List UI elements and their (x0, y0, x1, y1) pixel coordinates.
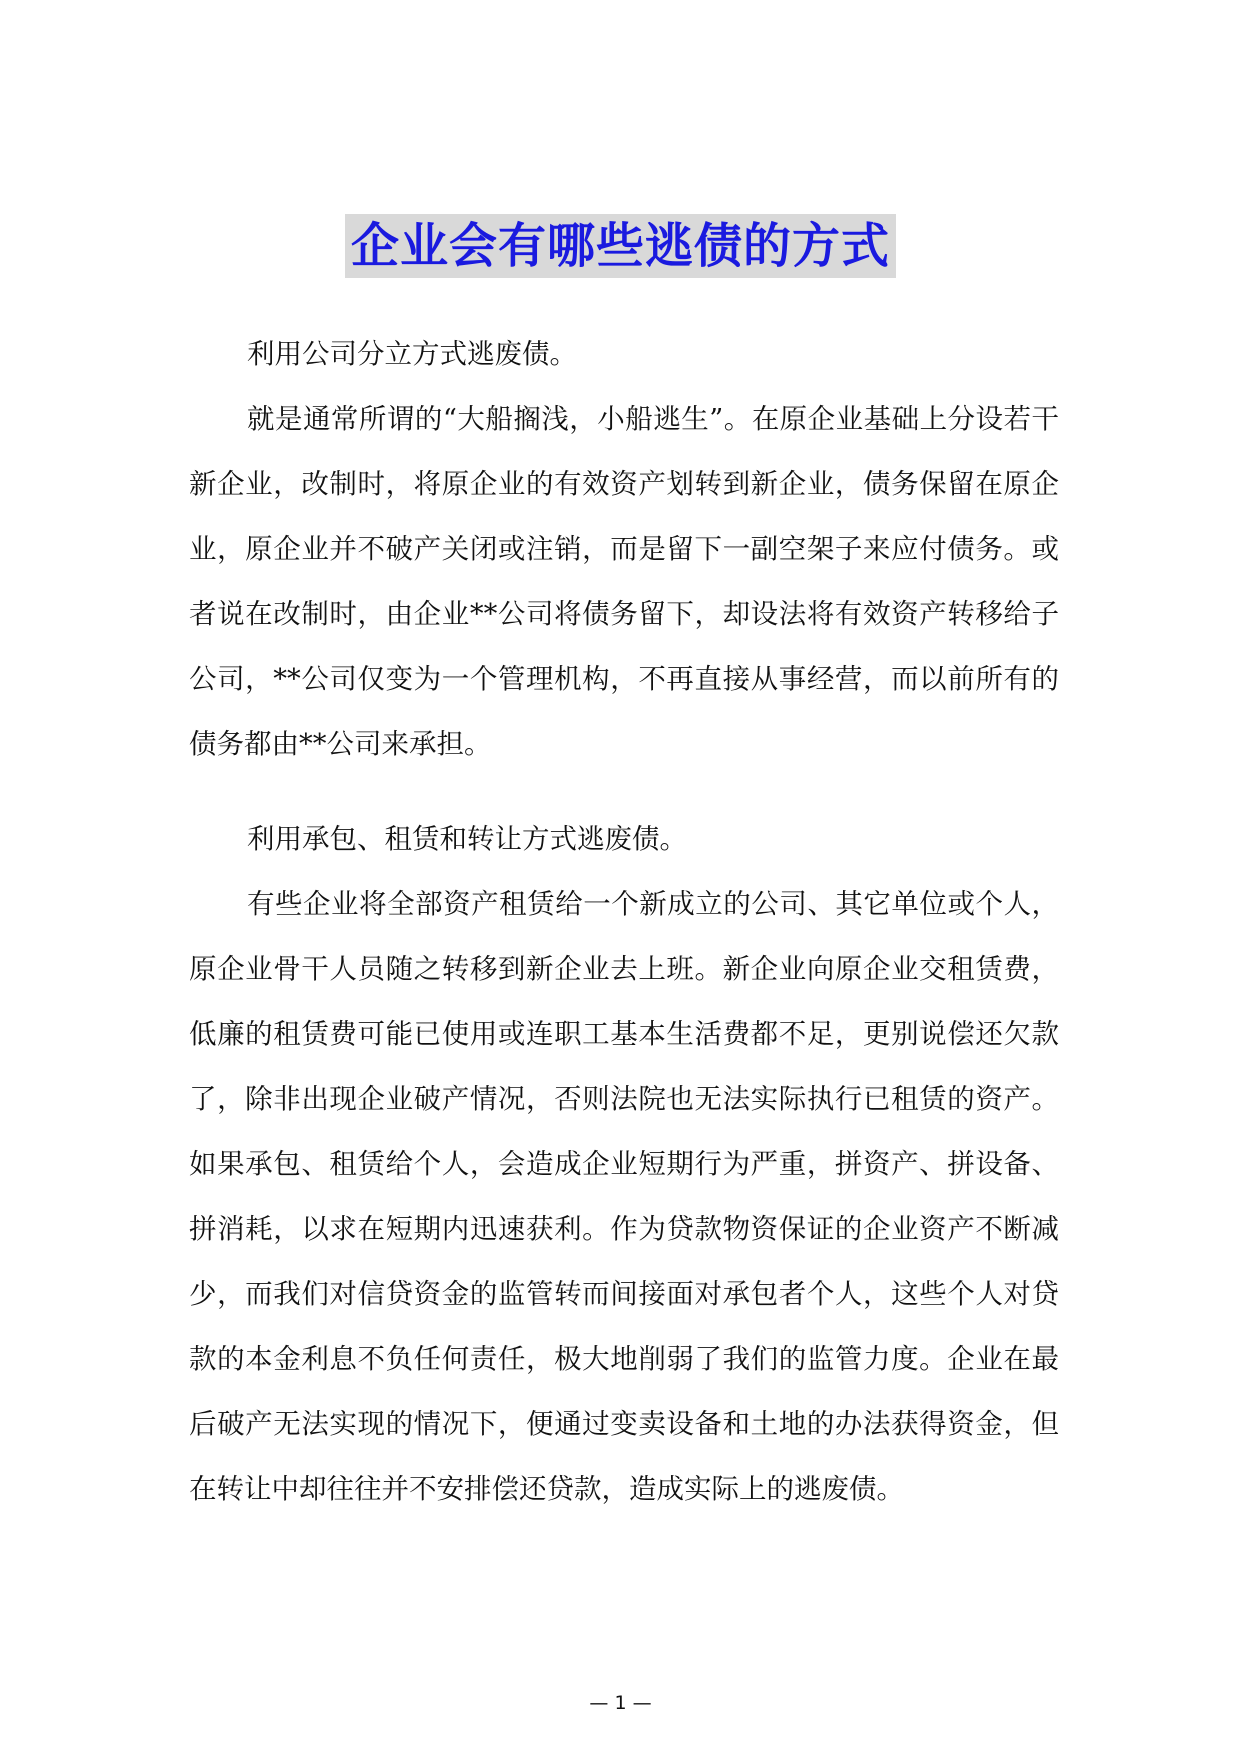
paragraph-2: 就是通常所谓的“大船搁浅，小船逃生”。在原企业基础上分设若干新企业，改制时，将原企业的有效资产划转到新企业，债务保留在原企业，原企业并不破产关闭或注销，而是留下一副空架子来应付债务。或者说在改制时，由企业**公司将债务留下，却设法将有效资产转移给子公司，**公司仅变为一个管理机构，不再直接从事经营，而以前所有的债务都由**公司来承担。 (189, 403, 1059, 760)
paragraph-3: 利用承包、租赁和转让方式逃废债。 (247, 823, 687, 855)
paragraph-1: 利用公司分立方式逃废债。 (247, 338, 577, 370)
page-number: — 1 — (589, 1692, 652, 1714)
document-title: 企业会有哪些逃债的方式 (345, 214, 896, 278)
paragraph-4: 有些企业将全部资产租赁给一个新成立的公司、其它单位或个人，原企业骨干人员随之转移到新企业去上班。新企业向原企业交租赁费，低廉的租赁费可能已使用或连职工基本生活费都不足，更别说偿还欠款了，除非出现企业破产情况，否则法院也无法实际执行已租赁的资产。如果承包、租赁给个人，会造成企业短期行为严重，拼资产、拼设备、拼消耗，以求在短期内迅速获利。作为贷款物资保证的企业资产不断减少，而我们对信贷资金的监管转而间接面对承包者个人，这些个人对贷款的本金利息不负任何责任，极大地削弱了我们的监管力度。企业在最后破产无法实现的情况下，便通过变卖设备和土地的办法获得资金，但在转让中却往往并不安排偿还贷款，造成实际上的逃废债。 (189, 888, 1059, 1505)
title-container (0, 214, 1241, 278)
